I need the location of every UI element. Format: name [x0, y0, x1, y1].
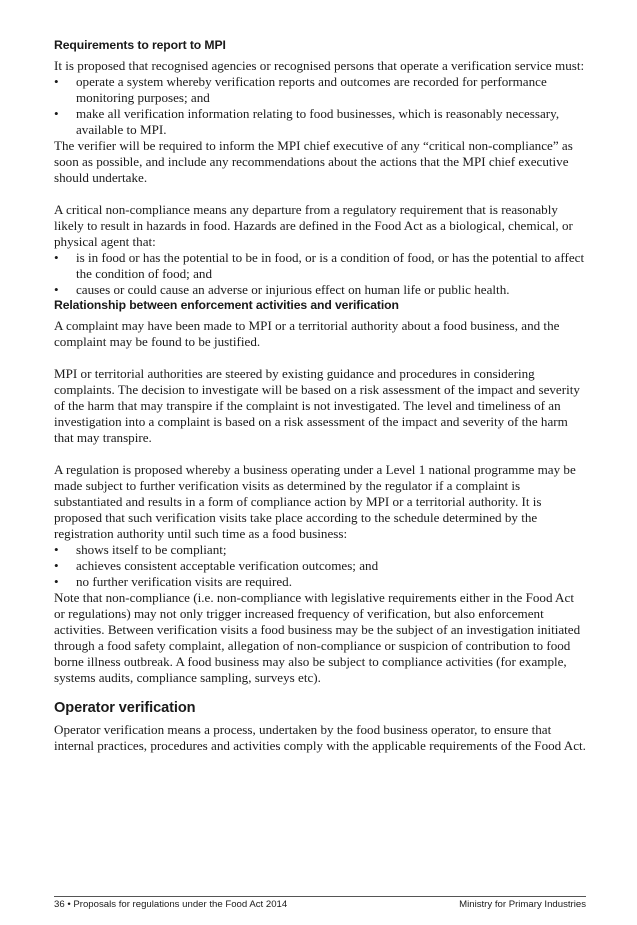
footer-right-text: Ministry for Primary Industries	[459, 899, 586, 910]
enforcement-para-complaint: A complaint may have been made to MPI or a territorial authority about a food business, and the complaint may be found to be justified.	[54, 318, 560, 349]
bullet-icon: •	[54, 250, 59, 265]
footer-divider	[54, 896, 586, 897]
reporting-intro: It is proposed that recognised agencies or recognised persons that operate a verification service must:	[54, 58, 585, 73]
bullet-icon: •	[54, 74, 59, 89]
footer-left-text: 36 • Proposals for regulations under the Food Act 2014	[54, 899, 288, 910]
page-content	[54, 38, 586, 754]
enforcement-bullet-list	[54, 542, 586, 590]
bullet-icon: •	[54, 106, 59, 121]
bullet-icon: •	[54, 542, 59, 557]
reporting-bullet-list	[54, 74, 586, 138]
enforcement-para-note: Note that non-compliance (i.e. non-compliance with legislative requirements either in the Food Act or regulations) may not only trigger increased frequency of verification, but also enforcement activities. Between verification visits a food business may be the subject of an investigation initiated through a food safety complaint, allegation of non-compliance or suspicion of contribution to food borne illness outbreak. A food business may also be subject to compliance activities (for example, systems audits, compliance sampling, surveys etc).	[54, 590, 581, 685]
heading-enforcement: Relationship between enforcement activities and verification	[54, 298, 399, 312]
bullet-icon: •	[54, 282, 59, 297]
heading-operator-verification: Operator verification	[54, 700, 196, 716]
list-item: • causes or could cause an adverse or injurious effect on human life or public health.	[54, 282, 510, 297]
list-item: • make all verification information relating to food businesses, which is reasonably necessary, available to MPI.	[54, 106, 560, 137]
bullet-icon: •	[54, 558, 59, 573]
list-item: • is in food or has the potential to be in food, or is a condition of food, or has the potential to affect the condition of food; and	[54, 250, 585, 281]
operator-para: Operator verification means a process, undertaken by the food business operator, to ensure that internal practices, procedures and activities comply with the applicable requirements of the Food Act.	[54, 722, 586, 753]
hazard-bullet-list	[54, 250, 586, 298]
reporting-para-definition: A critical non-compliance means any departure from a regulatory requirement that is reasonably likely to result in hazards in food. Hazards are defined in the Food Act as a biological, chemical, or physical agent that:	[54, 202, 573, 249]
heading-reporting: Requirements to report to MPI	[54, 38, 226, 52]
list-item: • shows itself to be compliant;	[54, 542, 227, 557]
bullet-icon: •	[54, 574, 59, 589]
list-item: • operate a system whereby verification reports and outcomes are recorded for performance monitoring purposes; and	[54, 74, 547, 105]
list-item: • no further verification visits are required.	[54, 574, 292, 589]
reporting-para-critical: The verifier will be required to inform the MPI chief executive of any “critical non-compliance” as soon as possible, and include any recommendations about the actions that the MPI chief executive should undertake.	[54, 138, 573, 185]
enforcement-para-guidance: MPI or territorial authorities are steered by existing guidance and procedures in considering complaints. The decision to investigate will be based on a risk assessment of the impact and severity of the harm that may transpire if the complaint is not investigated. The level and timeliness of an investigation into a complaint is based on a risk assessment of the impact and severity of the harm that may transpire.	[54, 366, 580, 445]
page-footer	[54, 899, 586, 911]
enforcement-para-regulation: A regulation is proposed whereby a business operating under a Level 1 national programme may be made subject to further verification visits as determined by the regulator if a complaint is substantiated and results in a form of compliance action by MPI or a territorial authority. It is proposed that such verification visits take place according to the schedule determined by the registration authority until such time as a food business:	[54, 462, 576, 541]
list-item: • achieves consistent acceptable verification outcomes; and	[54, 558, 379, 573]
